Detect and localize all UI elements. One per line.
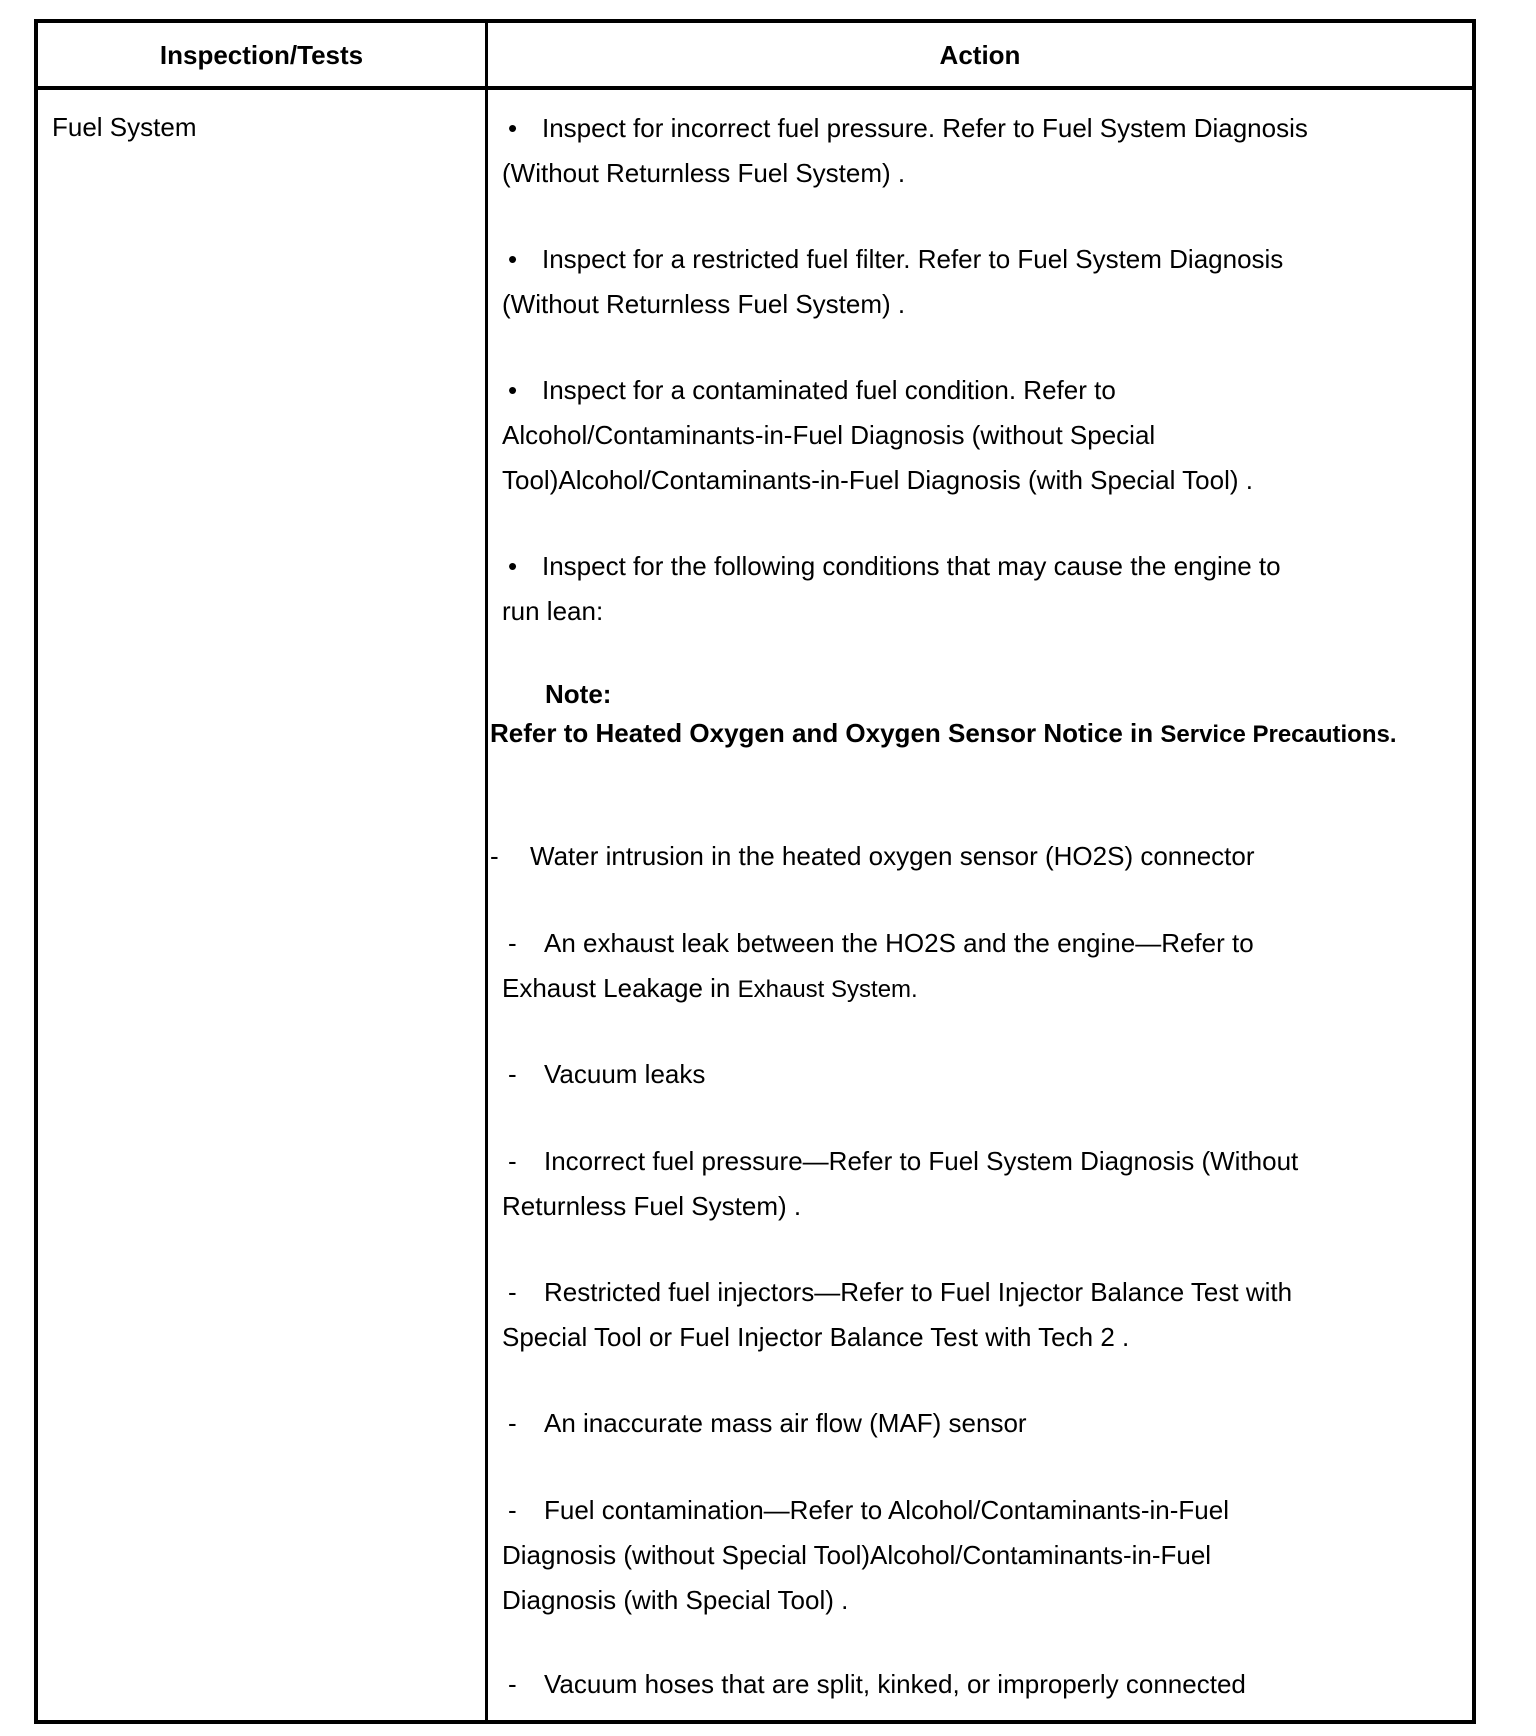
bullet-item: • Inspect for a contaminated fuel condition. Refer to Alcohol/Contaminants-in-Fuel Diagnosis (without Special Tool)Alcohol/Contaminants-in-Fuel Diagnosis (with Special Tool) .	[502, 368, 1253, 503]
bullet-item: • Inspect for a restricted fuel filter. Refer to Fuel System Diagnosis (Without Returnless Fuel System) .	[502, 237, 1283, 327]
condition-item: - Incorrect fuel pressure—Refer to Fuel System Diagnosis (Without Returnless Fuel System) .	[502, 1139, 1298, 1229]
condition-item: - Vacuum hoses that are split, kinked, or improperly connected	[502, 1662, 1246, 1707]
dash-marker: -	[508, 1277, 517, 1307]
note-label: Note:	[545, 679, 612, 709]
condition-item: - An exhaust leak between the HO2S and the engine—Refer to Exhaust Leakage in Exhaust System.	[502, 921, 1254, 1012]
bullet-marker: •	[508, 375, 518, 405]
bullet-marker: •	[508, 244, 518, 274]
condition-item: - Vacuum leaks	[502, 1052, 705, 1097]
note-text: Refer to Heated Oxygen and Oxygen Sensor Notice in Service Precautions.	[490, 718, 1397, 748]
header-inspection-tests: Inspection/Tests	[159, 40, 364, 70]
dash-marker: -	[508, 1059, 517, 1089]
bullet-marker: •	[508, 113, 518, 143]
column-divider	[485, 19, 488, 1724]
dash-marker: -	[508, 1495, 517, 1525]
condition-item: - Fuel contamination—Refer to Alcohol/Contaminants-in-Fuel Diagnosis (without Special Tool)Alcohol/Contaminants-in-Fuel Diagnosis (with Special Tool) .	[502, 1488, 1229, 1623]
bullet-item: • Inspect for the following conditions that may cause the engine to run lean:	[502, 544, 1281, 634]
dash-marker: -	[508, 1146, 517, 1176]
bullet-item: • Inspect for incorrect fuel pressure. Refer to Fuel System Diagnosis (Without Returnless Fuel System) .	[502, 106, 1308, 196]
dash-marker: -	[508, 928, 517, 958]
inspection-cell: Fuel System	[52, 112, 197, 142]
condition-item: - Restricted fuel injectors—Refer to Fuel Injector Balance Test with Special Tool or Fuel Injector Balance Test with Tech 2 .	[502, 1270, 1292, 1360]
header-rule	[34, 86, 1476, 90]
dash-marker: -	[490, 841, 499, 871]
bullet-marker: •	[508, 551, 518, 581]
header-action: Action	[939, 40, 1021, 70]
condition-item: - Water intrusion in the heated oxygen sensor (HO2S) connector	[490, 834, 1255, 879]
dash-marker: -	[508, 1408, 517, 1438]
condition-item: - An inaccurate mass air flow (MAF) sensor	[502, 1401, 1027, 1446]
dash-marker: -	[508, 1669, 517, 1699]
